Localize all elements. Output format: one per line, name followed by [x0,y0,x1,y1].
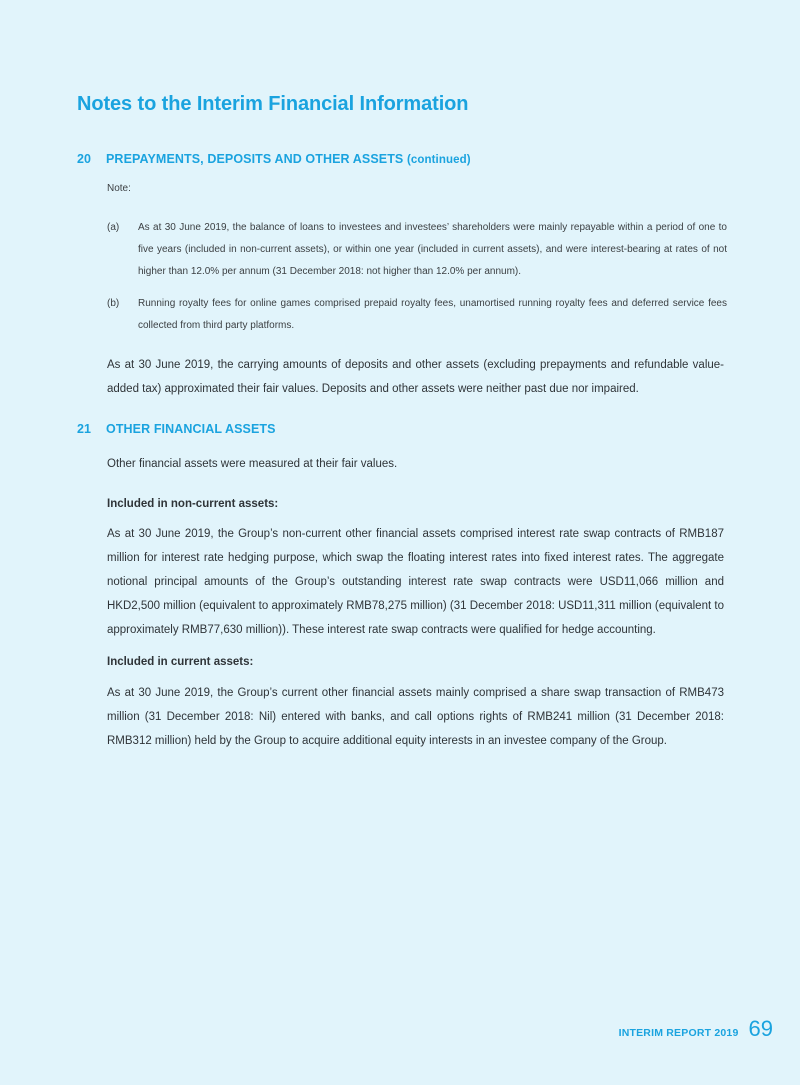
section-21-heading [77,422,276,436]
report-label: INTERIM REPORT 2019 [618,1027,739,1039]
note-text: As at 30 June 2019, the balance of loans to investees and investees’ shareholders were mainly repayable within a period of one to five years (included in non-current assets), or within one year (included in current assets), and were interest-bearing at rates of not higher than 12.0% per annum (31 December 2018: not higher than 12.0% per annum). [138,222,727,277]
section-20-continued: (continued) [406,154,471,166]
section-21-number: 21 [77,422,92,436]
note-label: Note: [107,183,131,194]
section-21-intro: Other financial assets were measured at their fair values. [107,458,398,470]
section-20-number: 20 [77,152,92,166]
current-assets-text: As at 30 June 2019, the Group’s current other financial assets mainly comprised a share swap transaction of RMB473 million (31 December 2018: Nil) entered with banks, and call options rights of RMB241 million (31 December 2018: RMB312 million) held by the Group to acquire additional equity interests in an investee company of the Group. [107,687,724,747]
noncurrent-assets-text: As at 30 June 2019, the Group’s non-current other financial assets comprised interest rate swap contracts of RMB187 million for interest rate hedging purpose, which swap the floating interest rates into fixed interest rates. The aggregate notional principal amounts of the Group’s outstanding interest rate swap contracts were USD11,066 million and HKD2,500 million (equivalent to approximately RMB78,275 million) (31 December 2018: USD11,311 million (equivalent to approximately RMB77,630 million)). These interest rate swap contracts were qualified for hedge accounting. [107,528,724,636]
current-assets-heading: Included in current assets: [107,656,254,668]
section-21-title: OTHER FINANCIAL ASSETS [106,422,276,436]
section-20-title: PREPAYMENTS, DEPOSITS AND OTHER ASSETS [106,152,404,166]
page-title: Notes to the Interim Financial Information [77,93,469,115]
section-20-paragraph: As at 30 June 2019, the carrying amounts of deposits and other assets (excluding prepayments and refundable value-added tax) approximated their fair values. Deposits and other assets were neither past due nor impaired. [107,359,724,395]
note-marker: (b) [107,298,120,309]
note-item-a [107,217,727,283]
page-number: 69 [748,1016,773,1041]
page-footer [619,1016,773,1042]
note-item-b [107,293,727,337]
note-marker: (a) [107,222,120,233]
noncurrent-assets-heading: Included in non-current assets: [107,498,279,510]
section-20-heading [77,152,471,166]
note-text: Running royalty fees for online games comprised prepaid royalty fees, unamortised running royalty fees and deferred service fees collected from third party platforms. [138,298,727,331]
